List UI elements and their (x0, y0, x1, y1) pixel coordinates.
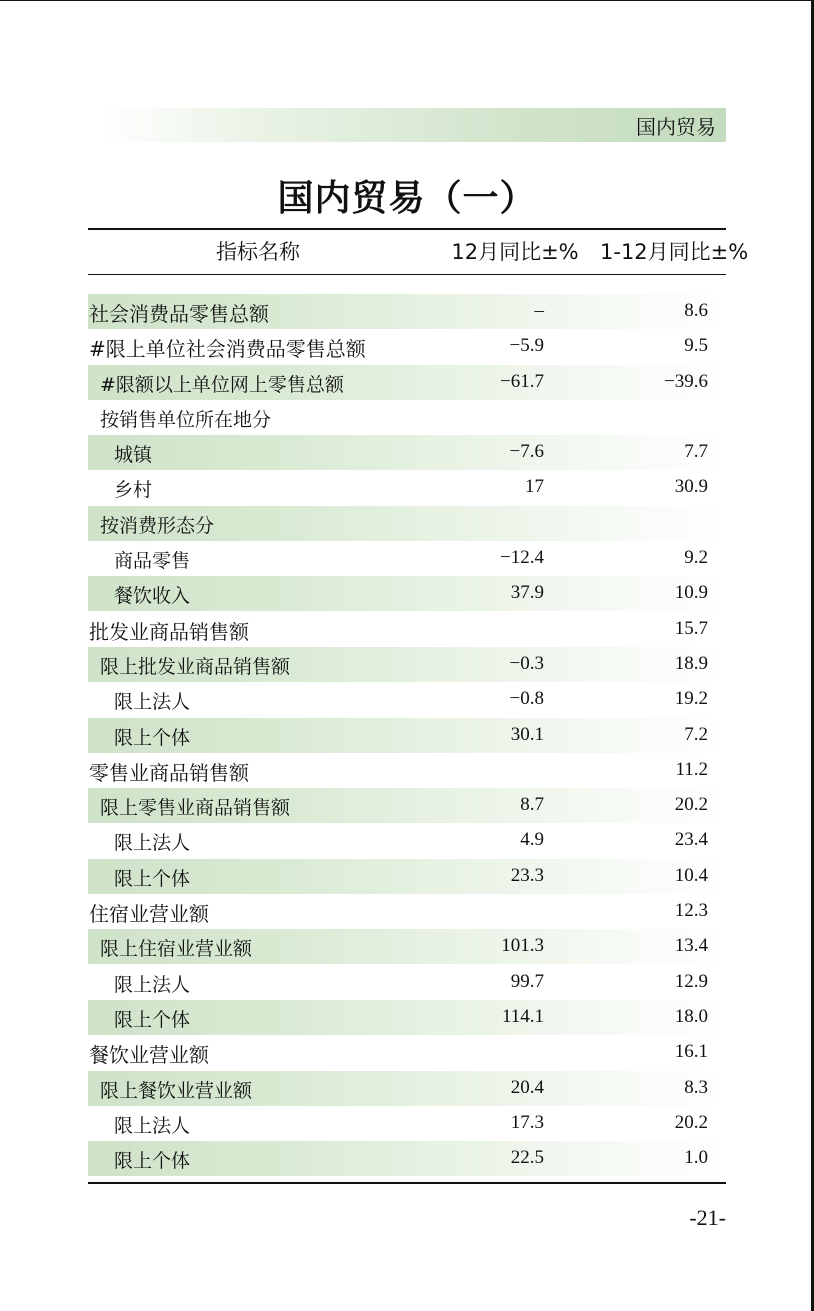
row-label: 限上个体 (114, 1008, 191, 1031)
table-row (0, 470, 814, 505)
table-row (0, 965, 814, 1000)
table-row (0, 612, 814, 647)
table-row (0, 1106, 814, 1141)
row-label: 餐饮收入 (114, 585, 191, 608)
jan-dec-yoy-value: 30.9 (674, 476, 708, 498)
dec-yoy-value: 20.4 (510, 1076, 544, 1098)
column-header-dec-yoy: 12月同比±% (451, 240, 579, 264)
table-row (0, 1141, 814, 1176)
column-header-jan-dec-yoy: 1-12月同比±% (600, 240, 749, 264)
row-label: 限上批发业商品销售额 (100, 655, 291, 678)
dec-yoy-value: −0.8 (509, 688, 544, 710)
column-header-name: 指标名称 (216, 240, 300, 264)
row-label: 限上个体 (114, 1150, 191, 1173)
dec-yoy-value: 30.1 (510, 723, 544, 745)
row-label: 按销售单位所在地分 (100, 408, 272, 431)
row-label: 限上餐饮业营业额 (100, 1079, 253, 1102)
dec-yoy-value: 8.7 (520, 794, 544, 816)
row-label: #限额以上单位网上零售总额 (100, 373, 344, 396)
jan-dec-yoy-value: 15.7 (674, 617, 708, 639)
row-label: 限上住宿业营业额 (100, 938, 253, 961)
dec-yoy-value: −7.6 (509, 441, 544, 463)
jan-dec-yoy-value: 12.9 (674, 970, 708, 992)
jan-dec-yoy-value: 10.9 (674, 582, 708, 604)
jan-dec-yoy-value: −39.6 (664, 370, 708, 392)
row-label: 城镇 (114, 444, 153, 467)
dec-yoy-value: 37.9 (510, 582, 544, 604)
row-label: 乡村 (114, 479, 153, 502)
jan-dec-yoy-value: 7.7 (684, 441, 708, 463)
table-row (0, 1035, 814, 1070)
dec-yoy-value: 17 (525, 476, 544, 498)
dec-yoy-value: −61.7 (500, 370, 544, 392)
table-row (0, 365, 814, 400)
table-row (0, 823, 814, 858)
row-label: 批发业商品销售额 (89, 619, 249, 644)
jan-dec-yoy-value: 12.3 (674, 900, 708, 922)
row-label: 限上法人 (114, 832, 191, 855)
table-row (0, 718, 814, 753)
dec-yoy-value: −12.4 (500, 547, 544, 569)
section-banner (100, 108, 726, 142)
jan-dec-yoy-value: 8.6 (684, 300, 708, 321)
page-title: 国内贸易（一） (277, 177, 537, 219)
dec-yoy-value: −5.9 (509, 335, 544, 357)
table-row (0, 329, 814, 364)
jan-dec-yoy-value: 9.2 (684, 547, 708, 569)
dec-yoy-value: −0.3 (509, 652, 544, 674)
table-header-rule (88, 274, 726, 275)
dec-yoy-value: – (534, 300, 544, 321)
row-label: 社会消费品零售总额 (89, 302, 269, 326)
table-row (0, 647, 814, 682)
jan-dec-yoy-value: 20.2 (674, 1111, 708, 1133)
table-row (0, 294, 814, 329)
dec-yoy-value: 23.3 (510, 864, 544, 886)
dec-yoy-value: 4.9 (520, 829, 544, 851)
table-row (0, 1000, 814, 1035)
table-row (0, 788, 814, 823)
jan-dec-yoy-value: 9.5 (684, 335, 708, 357)
jan-dec-yoy-value: 10.4 (674, 864, 708, 886)
table-body (0, 294, 814, 1176)
jan-dec-yoy-value: 16.1 (674, 1041, 708, 1063)
table-row (0, 859, 814, 894)
jan-dec-yoy-value: 20.2 (674, 794, 708, 816)
table-row (0, 682, 814, 717)
row-shading (88, 435, 726, 470)
dec-yoy-value: 99.7 (510, 970, 544, 992)
section-label: 国内贸易 (636, 115, 716, 139)
jan-dec-yoy-value: 18.0 (674, 1005, 708, 1027)
row-label: 限上法人 (114, 973, 191, 996)
row-label: 按消费形态分 (100, 514, 215, 537)
row-label: 限上个体 (114, 867, 191, 890)
dec-yoy-value: 101.3 (501, 935, 544, 957)
jan-dec-yoy-value: 8.3 (684, 1076, 708, 1098)
jan-dec-yoy-value: 11.2 (675, 758, 708, 780)
row-label: 商品零售 (114, 550, 191, 573)
jan-dec-yoy-value: 18.9 (674, 652, 708, 674)
table-row (0, 541, 814, 576)
table-row (0, 400, 814, 435)
row-label: #限上单位社会消费品零售总额 (89, 337, 366, 362)
row-label: 限上法人 (114, 691, 191, 714)
page-number: -21- (689, 1205, 726, 1230)
row-label: 零售业商品销售额 (89, 760, 249, 785)
table-row (0, 435, 814, 470)
row-label: 餐饮业营业额 (89, 1043, 209, 1068)
table-top-rule (88, 228, 726, 230)
table-bottom-rule (88, 1182, 726, 1184)
table-row (0, 894, 814, 929)
table-row (0, 576, 814, 611)
page-border-top (0, 0, 814, 1)
dec-yoy-value: 114.1 (501, 1005, 544, 1027)
row-label: 限上零售业商品销售额 (100, 797, 291, 820)
table-row (0, 929, 814, 964)
row-label: 限上法人 (114, 1114, 191, 1137)
jan-dec-yoy-value: 1.0 (684, 1147, 708, 1169)
table-row (0, 753, 814, 788)
dec-yoy-value: 22.5 (510, 1147, 544, 1169)
dec-yoy-value: 17.3 (510, 1111, 544, 1133)
row-label: 住宿业营业额 (89, 902, 209, 927)
jan-dec-yoy-value: 19.2 (674, 688, 708, 710)
table-row (0, 1071, 814, 1106)
row-label: 限上个体 (114, 726, 191, 749)
jan-dec-yoy-value: 13.4 (674, 935, 708, 957)
table-row (0, 506, 814, 541)
jan-dec-yoy-value: 23.4 (674, 829, 708, 851)
jan-dec-yoy-value: 7.2 (684, 723, 708, 745)
